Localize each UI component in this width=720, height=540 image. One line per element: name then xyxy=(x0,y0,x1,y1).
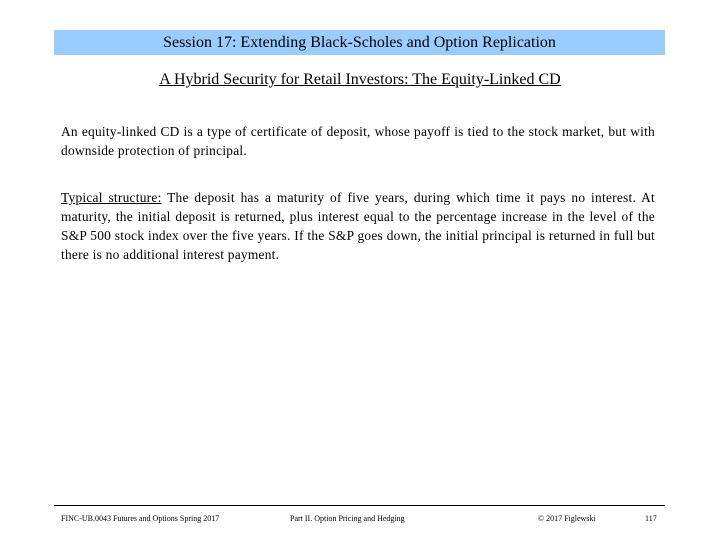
slide-subtitle: A Hybrid Security for Retail Investors: The Equity-Linked CD xyxy=(159,71,561,88)
footer-course: FINC-UB.0043 Futures and Options Spring 2017 xyxy=(61,514,220,523)
intro-paragraph: An equity-linked CD is a type of certificate of deposit, whose payoff is tied to the stock market, but with downside protection of principal. xyxy=(61,124,655,158)
slide-title-band xyxy=(54,30,665,55)
structure-paragraph xyxy=(61,188,655,264)
footer-divider xyxy=(54,505,665,506)
footer-part: Part II. Option Pricing and Hedging xyxy=(290,514,405,523)
structure-body: The deposit has a maturity of five years, during which time it pays no interest. At maturity, the initial deposit is returned, plus interest equal to the percentage increase in the level of the S&P 500 stock index over the five years. If the S&P goes down, the initial principal is returned in full but there is no additional interest payment. xyxy=(61,190,655,262)
footer-copyright: © 2017 Figlewski xyxy=(538,514,596,523)
structure-label: Typical structure: xyxy=(61,190,162,205)
slide-title: Session 17: Extending Black-Scholes and Option Replication xyxy=(163,33,556,51)
page-number: 117 xyxy=(645,514,657,523)
